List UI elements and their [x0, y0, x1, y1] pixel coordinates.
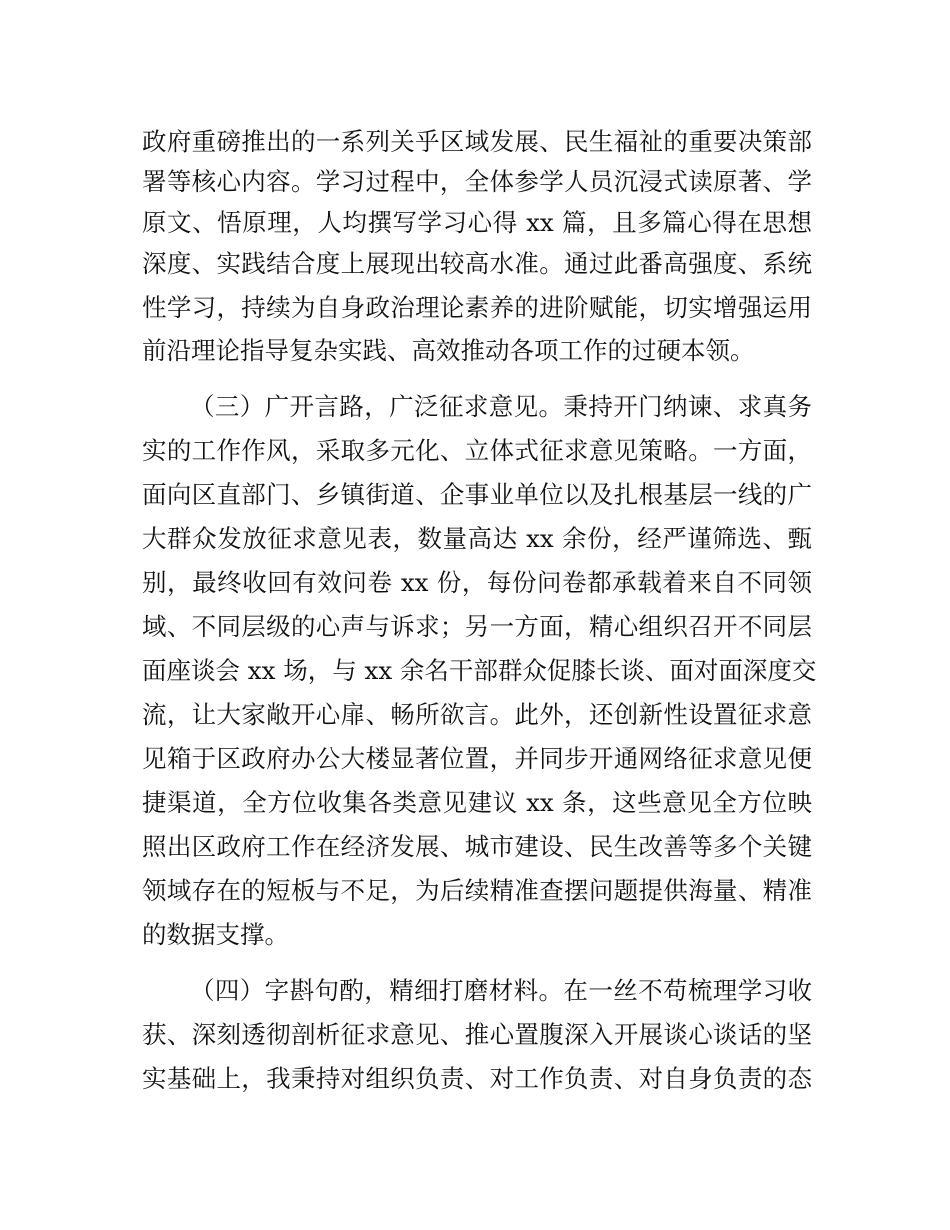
paragraph-3-line-2: 获、深刻透彻剖析征求意见、推心置腹深入开展谈心谈话的坚 — [142, 1020, 812, 1049]
paragraph-2-line-10: 捷渠道，全方位收集各类意见建议 xx 条，这些意见全方位映 — [142, 788, 812, 817]
paragraph-2-line-12: 领域存在的短板与不足，为后续精准查摆问题提供海量、精准 — [142, 876, 812, 905]
paragraph-2-line-2: 实的工作作风，采取多元化、立体式征求意见策略。一方面， — [142, 436, 812, 465]
paragraph-2-line-11: 照出区政府工作在经济发展、城市建设、民生改善等多个关键 — [142, 832, 812, 861]
paragraph-2-line-5: 别，最终收回有效问卷 xx 份，每份问卷都承载着来自不同领 — [142, 568, 812, 597]
paragraph-1-line-1: 政府重磅推出的一系列关乎区域发展、民生福祉的重要决策部 — [142, 127, 812, 156]
paragraph-1-line-5: 性学习，持续为自身政治理论素养的进阶赋能，切实增强运用 — [142, 293, 812, 322]
paragraph-3-line-1: （四）字斟句酌，精细打磨材料。在一丝不苟梳理学习收 — [190, 976, 812, 1005]
paragraph-2-line-1: （三）广开言路，广泛征求意见。秉持开门纳谏、求真务 — [190, 392, 812, 421]
paragraph-1-line-4: 深度、实践结合度上展现出较高水准。通过此番高强度、系统 — [142, 249, 812, 278]
paragraph-2-line-4: 大群众发放征求意见表，数量高达 xx 余份，经严谨筛选、甄 — [142, 524, 812, 553]
paragraph-2-line-9: 见箱于区政府办公大楼显著位置，并同步开通网络征求意见便 — [142, 744, 812, 773]
paragraph-1-line-6: 前沿理论指导复杂实践、高效推动各项工作的过硬本领。 — [142, 336, 755, 365]
paragraph-2-line-7: 面座谈会 xx 场，与 xx 余名干部群众促膝长谈、面对面深度交 — [142, 656, 817, 685]
paragraph-2-line-13: 的数据支撑。 — [142, 920, 289, 949]
paragraph-2-line-8: 流，让大家敞开心扉、畅所欲言。此外，还创新性设置征求意 — [142, 700, 812, 729]
paragraph-2-line-3: 面向区直部门、乡镇街道、企事业单位以及扎根基层一线的广 — [142, 480, 812, 509]
paragraph-1-line-2: 署等核心内容。学习过程中，全体参学人员沉浸式读原著、学 — [142, 167, 812, 196]
paragraph-1-line-3: 原文、悟原理，人均撰写学习心得 xx 篇，且多篇心得在思想 — [142, 208, 812, 237]
paragraph-2-line-6: 域、不同层级的心声与诉求；另一方面，精心组织召开不同层 — [142, 612, 812, 641]
paragraph-3-line-3: 实基础上，我秉持对组织负责、对工作负责、对自身负责的态 — [142, 1064, 812, 1093]
